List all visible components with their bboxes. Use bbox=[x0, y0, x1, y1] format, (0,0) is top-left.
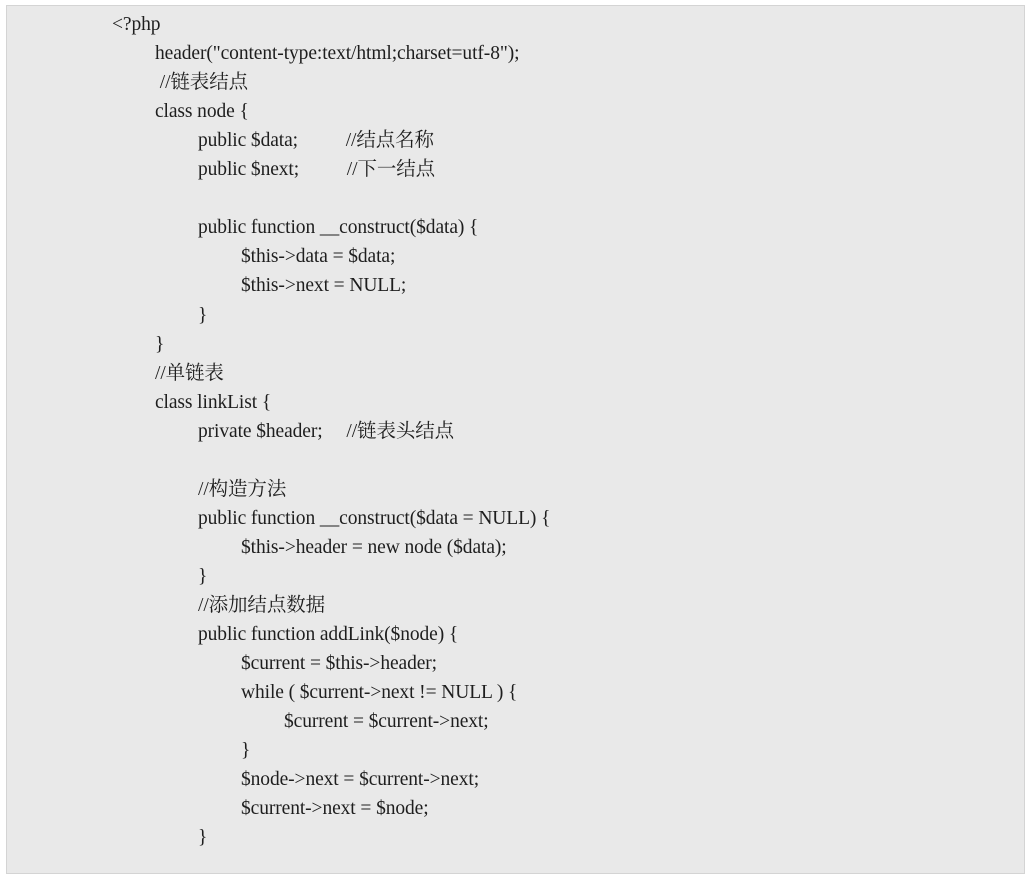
code-block bbox=[6, 5, 1025, 874]
code-line: //单链表 bbox=[155, 362, 224, 384]
code-line: $current = $this->header; bbox=[241, 653, 438, 675]
code-line: } bbox=[198, 304, 208, 326]
code-line: private $header; //链表头结点 bbox=[198, 420, 455, 442]
code-line: while ( $current->next != NULL ) { bbox=[241, 682, 518, 704]
code-line: //链表结点 bbox=[155, 72, 249, 94]
code-line: public function addLink($node) { bbox=[198, 624, 459, 646]
code-line: public $next; //下一结点 bbox=[198, 159, 436, 181]
code-line: } bbox=[198, 565, 208, 587]
code-line: $current = $current->next; bbox=[284, 711, 489, 733]
code-line: $node->next = $current->next; bbox=[241, 769, 480, 791]
code-line: class linkList { bbox=[155, 391, 272, 413]
code-line: $this->next = NULL; bbox=[241, 275, 407, 297]
code-line: public $data; //结点名称 bbox=[198, 130, 434, 152]
code-line: public function __construct($data = NULL) { bbox=[198, 507, 551, 529]
code-line: $current->next = $node; bbox=[241, 798, 429, 820]
code-line: //构造方法 bbox=[198, 478, 287, 500]
code-line: } bbox=[198, 827, 208, 849]
code-line: //添加结点数据 bbox=[198, 595, 326, 616]
code-line: public function __construct($data) { bbox=[198, 217, 479, 239]
code-line: } bbox=[241, 740, 251, 762]
code-line: $this->header = new node ($data); bbox=[241, 536, 507, 558]
code-line: <?php bbox=[112, 14, 161, 35]
code-line: } bbox=[155, 333, 165, 355]
code-line: class node { bbox=[155, 101, 249, 123]
code-line: $this->data = $data; bbox=[241, 246, 396, 268]
code-line: header("content-type:text/html;charset=utf-8"); bbox=[155, 43, 520, 65]
